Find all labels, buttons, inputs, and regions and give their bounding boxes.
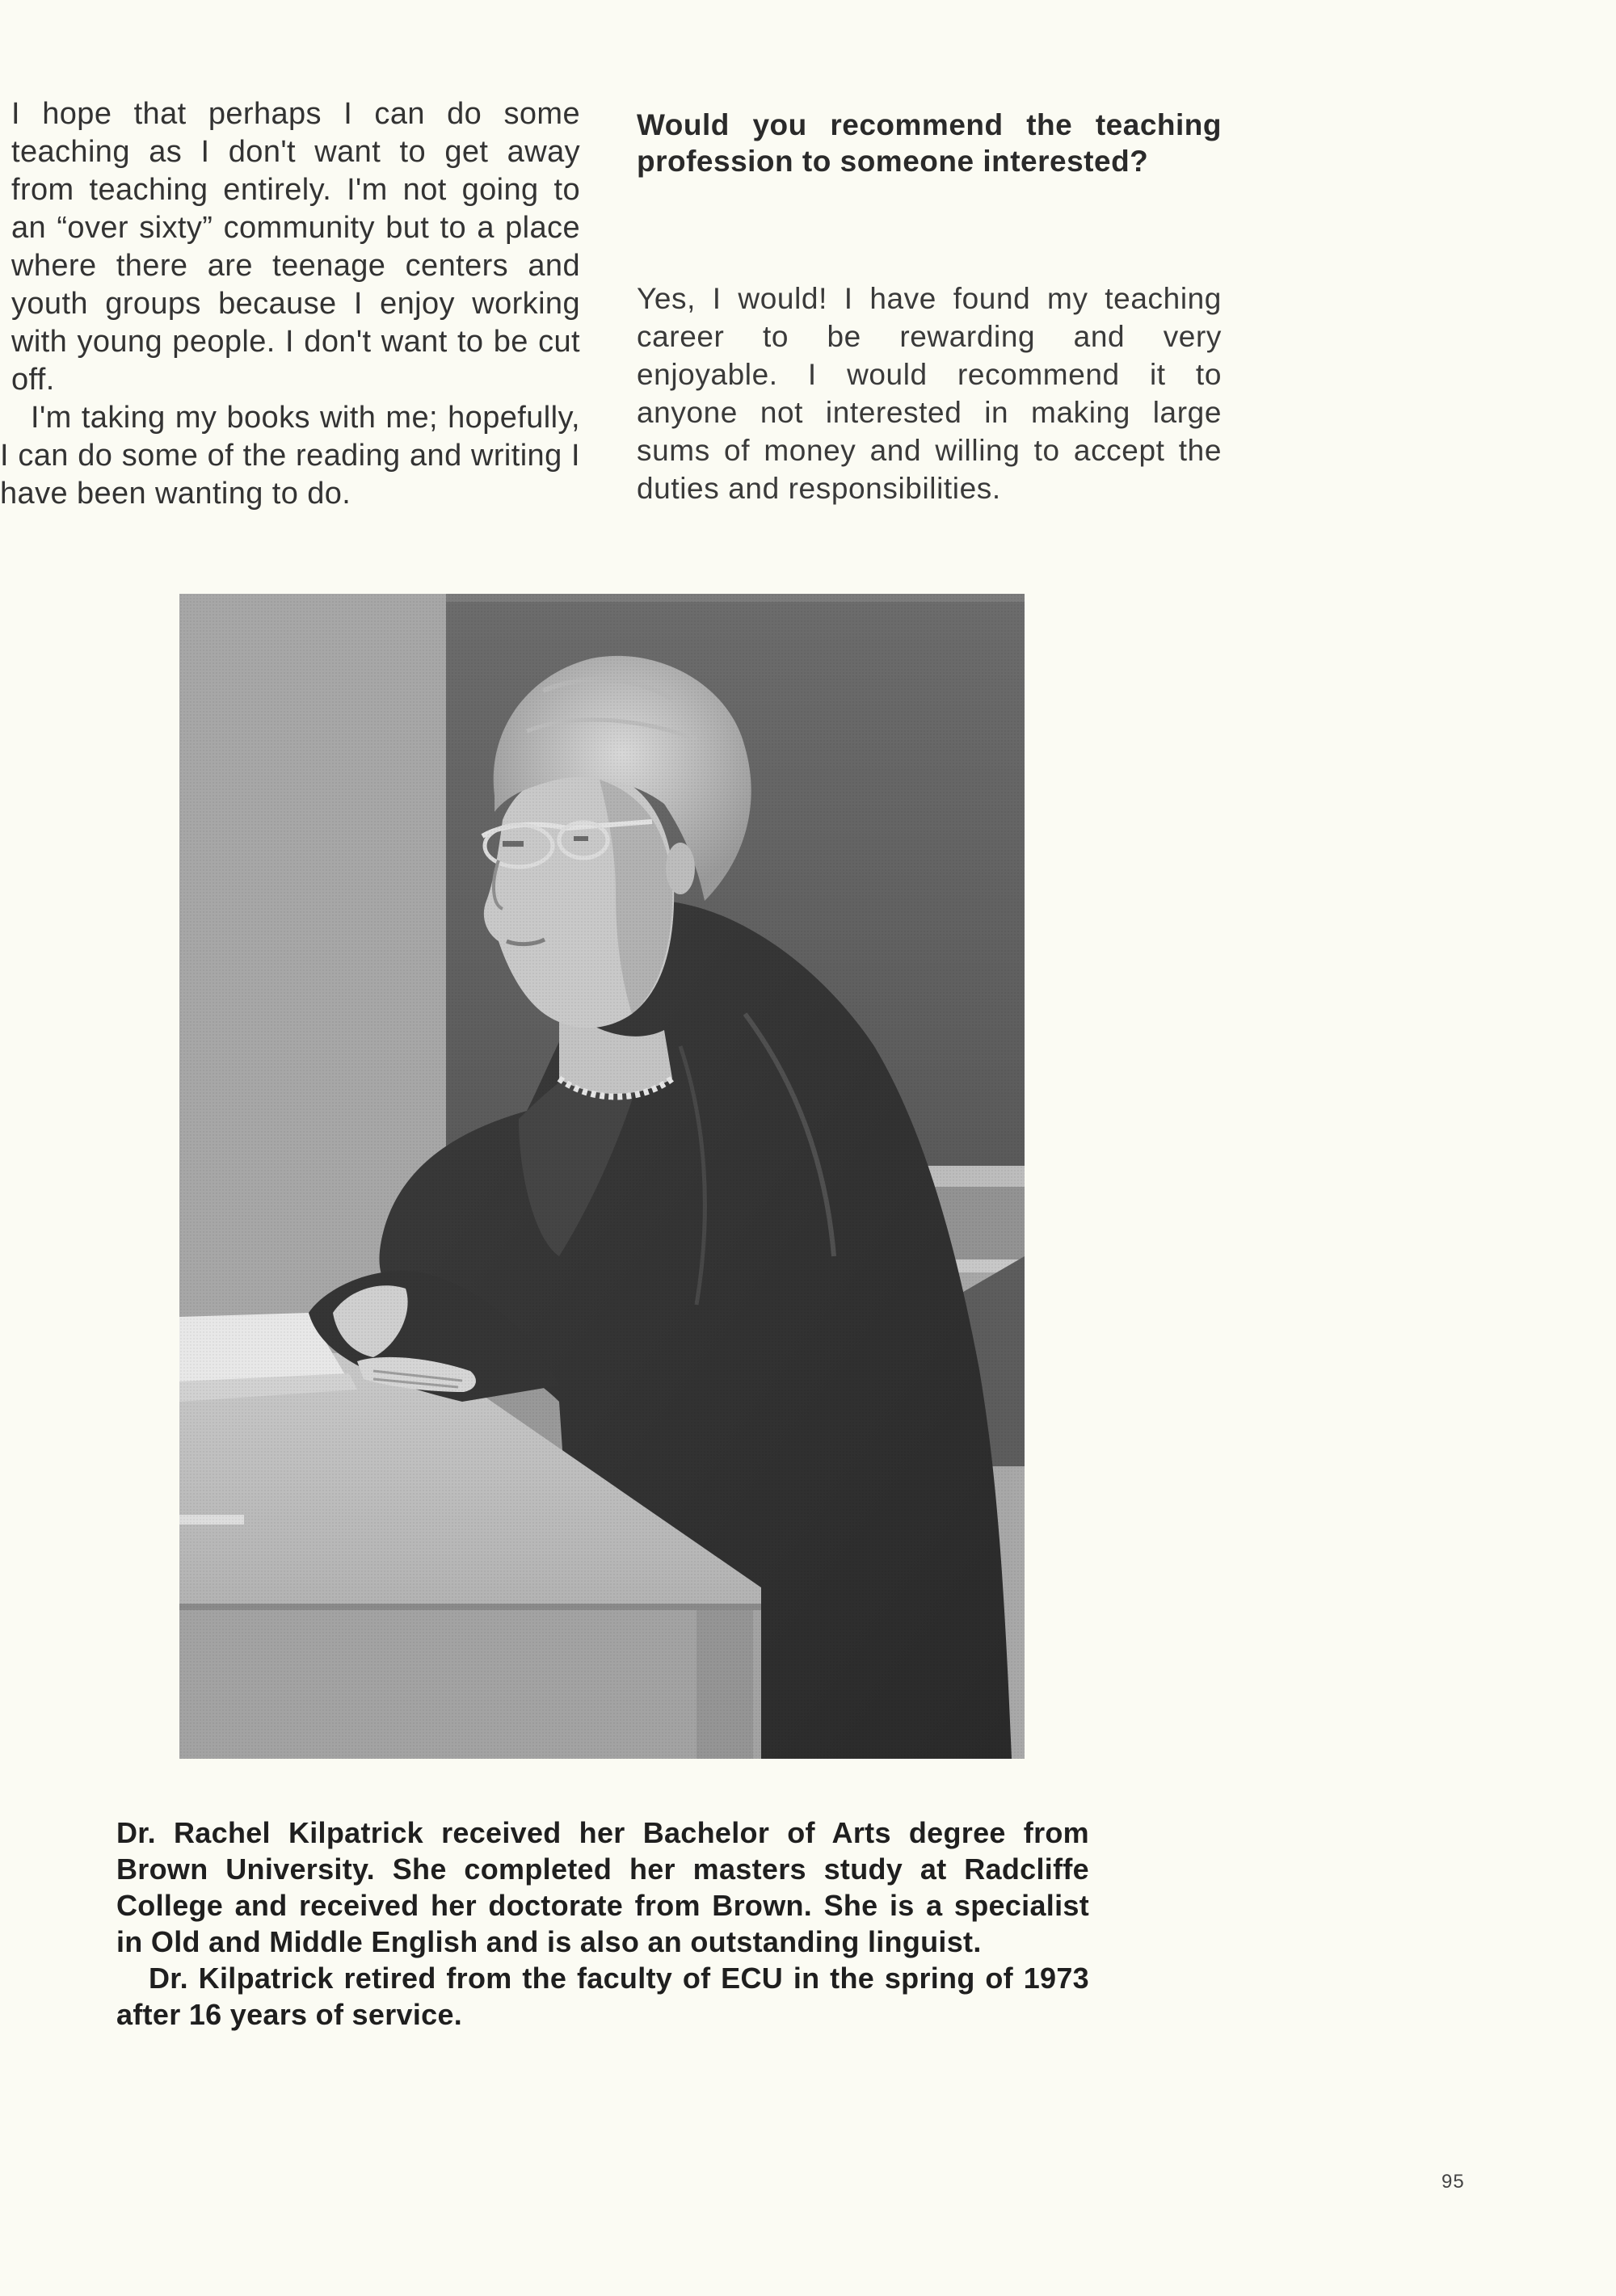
photo-caption [116, 1815, 1089, 2033]
right-text-column [637, 107, 1222, 505]
left-paragraph-2: I'm taking my books with me; hopefully, I can do some of the reading and writing I have been wanting to do. [0, 401, 580, 511]
page-number: 95 [1441, 2171, 1465, 2193]
portrait-photo-illustration [179, 594, 1025, 1759]
caption-paragraph-2: Dr. Kilpatrick retired from the faculty of ECU in the spring of 1973 after 16 years of service. [116, 1962, 1089, 2031]
portrait-photo [179, 594, 1025, 1759]
left-paragraph-1: I hope that perhaps I can do some teaching as I don't want to get away from teaching entirely. I'm not going to an “over sixty” community but to a place where there are teenage centers and youth groups because I enjoy working with young people. I don't want to be cut off. [11, 97, 580, 397]
caption-paragraph-1: Dr. Rachel Kilpatrick received her Bachelor of Arts degree from Brown University. She completed her masters study at Radcliffe College and received her doctorate from Brown. She is a specialist in Old and Middle English and is also an outstanding linguist. [116, 1816, 1089, 1958]
interview-question: Would you recommend the teaching profession to someone interested? [637, 108, 1222, 178]
interview-answer: Yes, I would! I have found my teaching career to be rewarding and very enjoyable. I would recommend it to anyone not interested in making large sums of money and willing to accept the duties and responsibilities. [637, 282, 1222, 505]
left-text-column [0, 95, 580, 513]
